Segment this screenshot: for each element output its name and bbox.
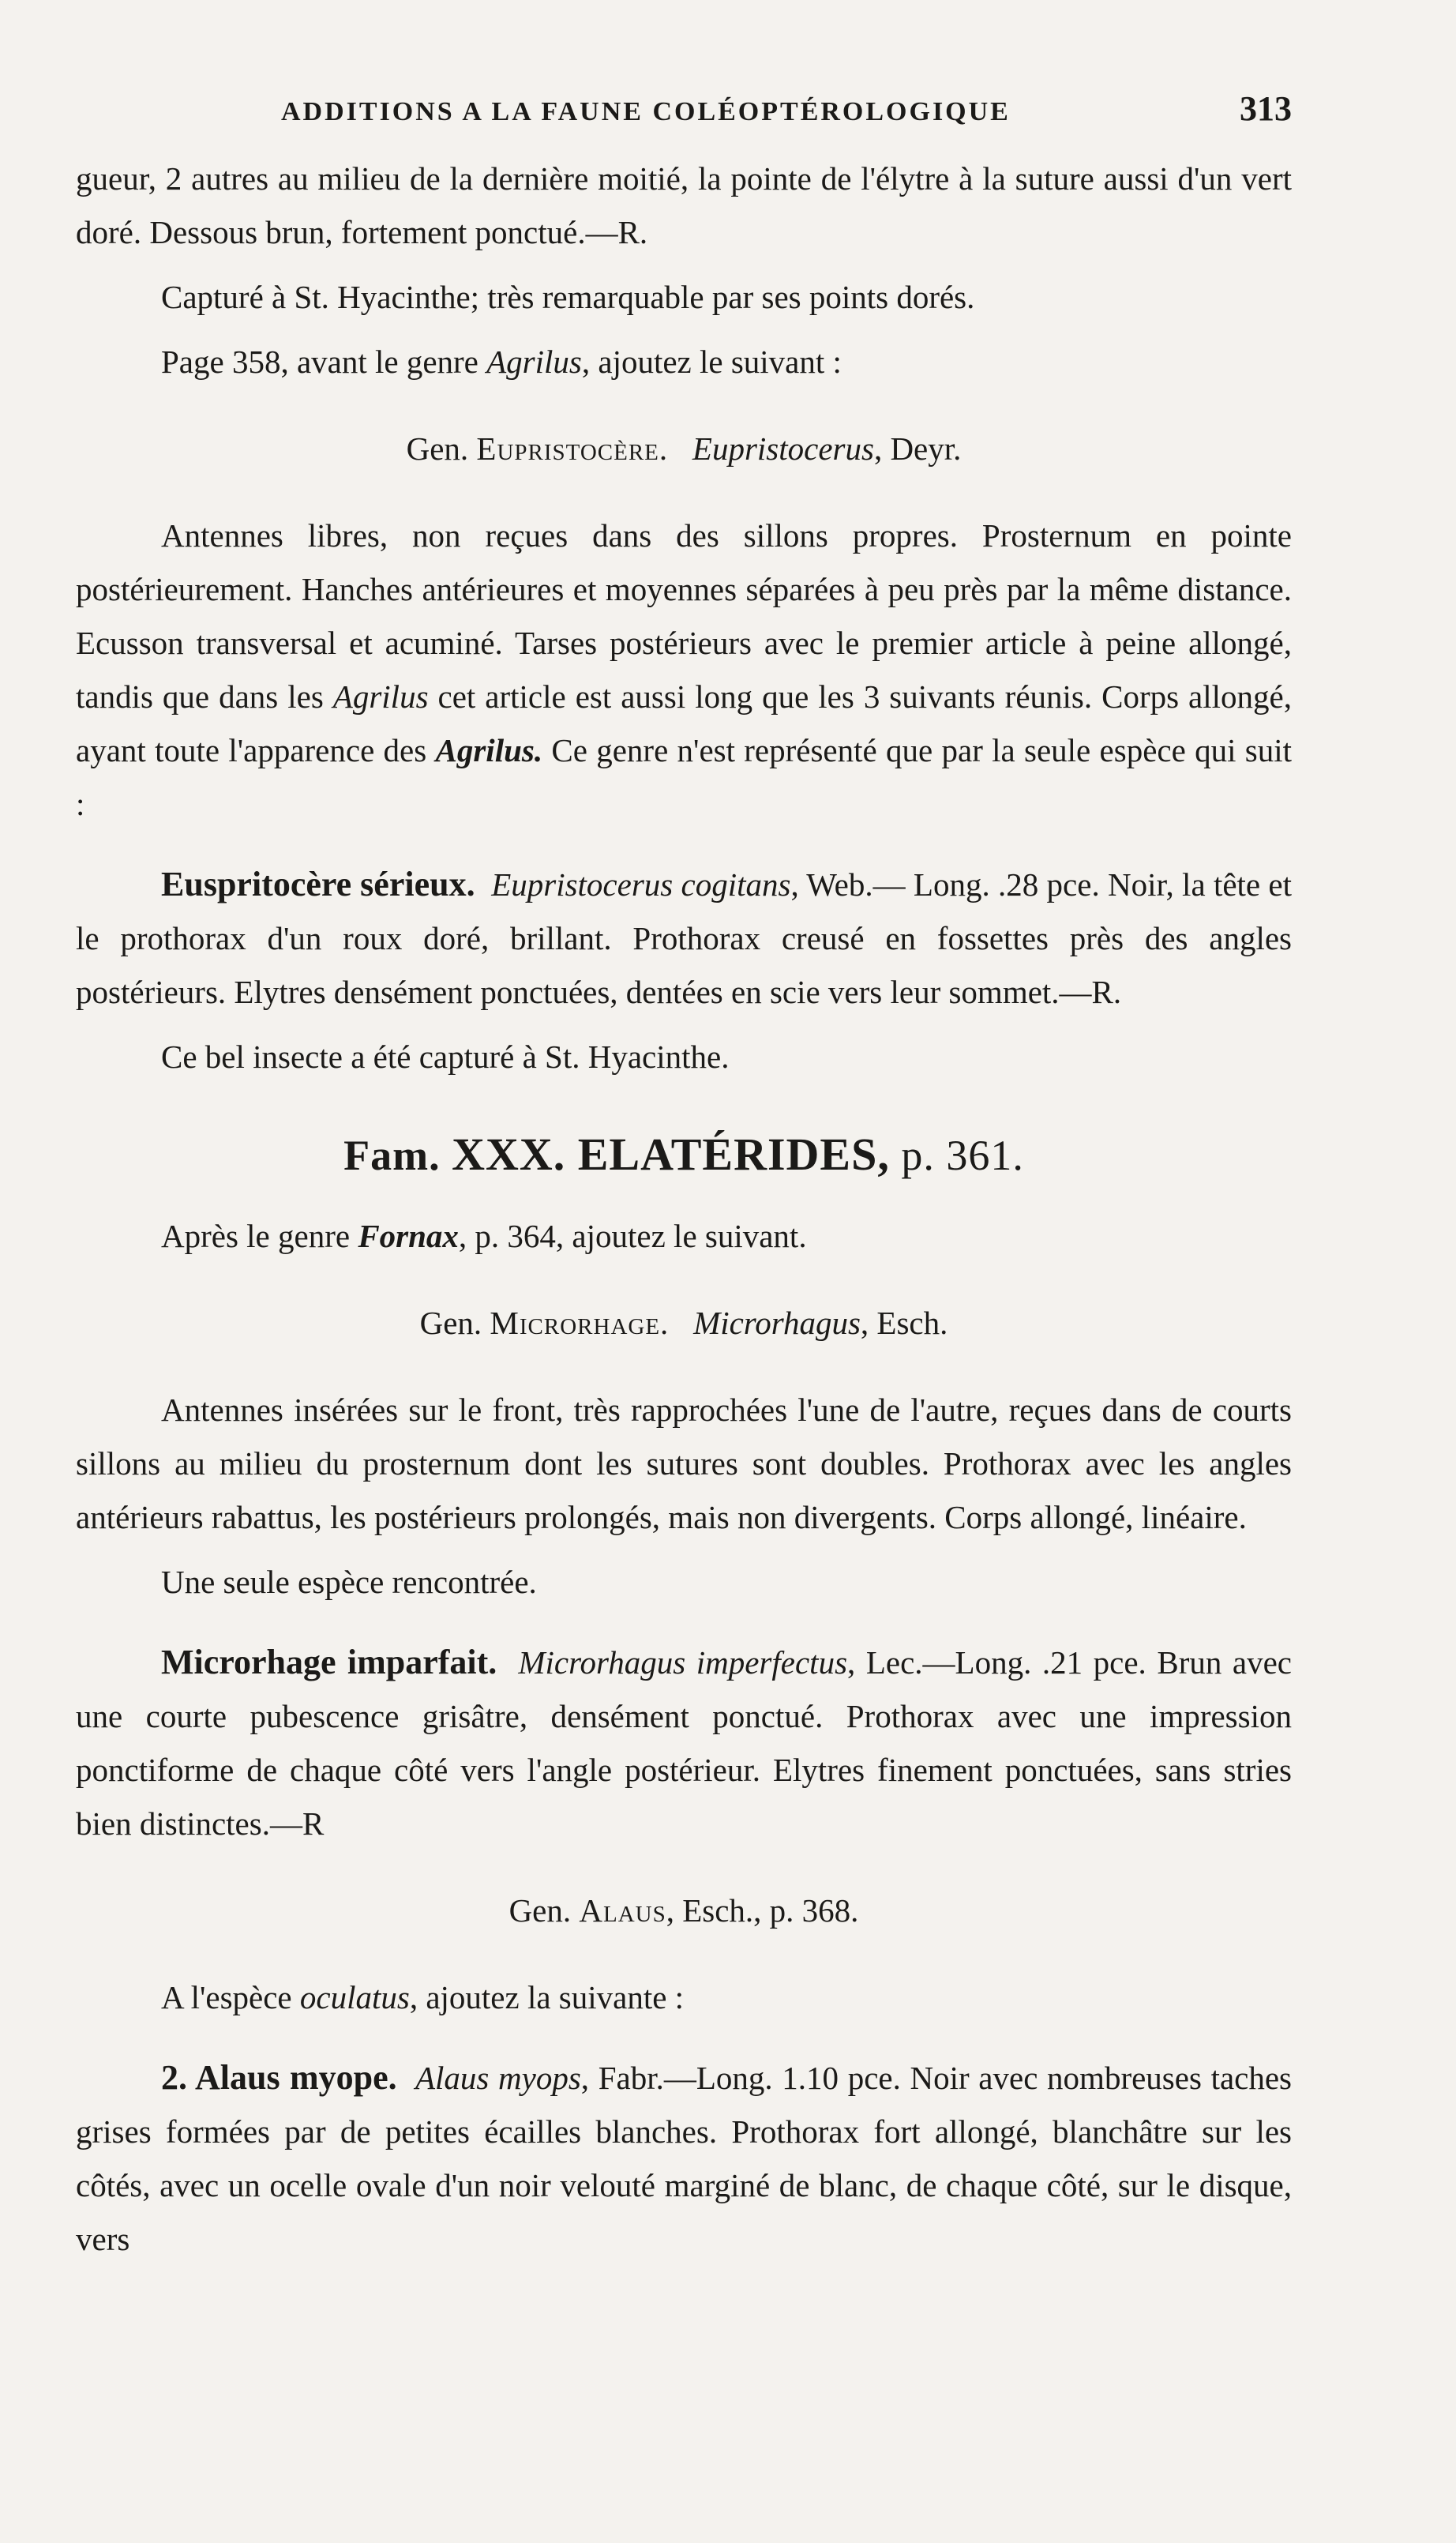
paragraph-capture-note: Capturé à St. Hyacinthe; très remarquable par ses points dorés.: [161, 279, 975, 315]
text-run: , ajoutez la suivante :: [409, 1979, 685, 2015]
family-heading: [76, 1128, 1292, 1181]
species-entry-euspritocere: [76, 858, 1292, 1019]
species-latin-name: Alaus myops: [415, 2060, 581, 2096]
italic-genus: Agrilus: [486, 344, 582, 380]
species-entry-microrhage: [76, 1636, 1292, 1850]
species-latin-name: Eupristocerus cogitans: [491, 866, 791, 903]
genus-french-name: Microrhage.: [490, 1305, 670, 1341]
species-french-name: Microrhage imparfait.: [161, 1643, 497, 1681]
italic-species: oculatus: [299, 1979, 410, 2015]
document-page: [76, 88, 1292, 2266]
italic-genus: Agrilus: [332, 678, 429, 715]
text-run: , Esch., p. 368.: [666, 1892, 859, 1929]
genus-name: Alaus: [579, 1892, 666, 1929]
page-number: 313: [1240, 89, 1292, 128]
paragraph-note: Une seule espèce rencontrée.: [161, 1564, 537, 1600]
genus-latin-name: Microrhagus: [693, 1305, 861, 1341]
species-entry-alaus-myope: [76, 2051, 1292, 2266]
text-run: , Lec.—Long. .21 pce. Brun avec une courte pubescence grisâtre, densément ponctué. Prothorax avec une impression ponctiforme de chaque côté vers l'angle postérieur. Elytres finement ponctuées, sans stries bien distinctes.—R: [76, 1644, 1292, 1842]
text-run: Gen.: [406, 430, 477, 467]
text-run: , Esch.: [860, 1305, 948, 1341]
text-run: Après le genre: [161, 1218, 358, 1254]
text-run: , Web.— Long. .28 pce. Noir, la tête et le prothorax d'un roux doré, brillant. Prothorax creusé en fossettes près des angles postérieurs. Elytres densément ponctuées, dentées en scie vers leur sommet.—R.: [76, 866, 1293, 1010]
family-name: XXX. ELATÉRIDES,: [452, 1129, 890, 1180]
text-run: Antennes libres, non reçues dans des sillons propres. Prosternum en pointe postérieurement. Hanches antérieures et moyennes séparées à peu près par la même distance. Ecusson transversal et acuminé. Tarses postérieurs avec le premier article à peine allongé, tandis que dans les: [76, 517, 1292, 715]
paragraph-insert-instruction: [76, 1209, 1292, 1263]
paragraph-insert-instruction: [76, 335, 1292, 389]
paragraph-continuation: gueur, 2 autres au milieu de la dernière moitié, la pointe de l'élytre à la suture aussi d'un vert doré. Dessous brun, fortement ponctué.—R.: [76, 160, 1292, 250]
text-run: Fam.: [343, 1132, 452, 1179]
paragraph-capture-note: Ce bel insecte a été capturé à St. Hyacinthe.: [161, 1039, 730, 1075]
text-run: , p. 364, ajoutez le suivant.: [458, 1218, 807, 1254]
genus-heading-eupristocere: [76, 422, 1292, 475]
paragraph-genus-description: Antennes insérées sur le front, très rapprochées l'une de l'autre, reçues dans de courts sillons au milieu du prosternum dont les sutures sont doubles. Prothorax avec les angles antérieurs rabattus, les postérieurs prolongés, mais non divergents. Corps allongé, linéaire.: [76, 1392, 1292, 1535]
running-title: ADDITIONS A LA FAUNE COLÉOPTÉROLOGIQUE: [281, 97, 1011, 126]
genus-french-name: Eupristocère.: [476, 430, 669, 467]
text-run: Gen.: [508, 1892, 580, 1929]
species-french-name: 2. Alaus myope.: [161, 2058, 397, 2097]
text-run: , Fabr.—Long. 1.10 pce. Noir avec nombreuses taches grises formées par de petites écailles blanches. Prothorax fort allongé, blanchâtre sur les côtés, avec un ocelle ovale d'un noir velouté marginé de blanc, de chaque côté, sur le disque, vers: [76, 2060, 1293, 2257]
paragraph-genus-description: [76, 509, 1292, 831]
genus-latin-name: Eupristocerus: [692, 430, 874, 467]
text-run: , Deyr.: [873, 430, 962, 467]
genus-heading-microrhage: [76, 1296, 1292, 1350]
text-run: Page 358, avant le genre: [161, 344, 487, 380]
species-latin-name: Microrhagus imperfectus: [518, 1644, 848, 1681]
text-run: Ce genre n'est représenté que par la seule espèce qui suit :: [76, 732, 1292, 822]
paragraph-insert-instruction: [76, 1970, 1292, 2024]
italic-genus: Agrilus.: [435, 732, 543, 768]
text-run: , ajoutez le suivant :: [581, 344, 842, 380]
text-run: A l'espèce: [161, 1979, 300, 2015]
family-page-ref: p. 361.: [889, 1132, 1024, 1179]
genus-heading-alaus: [76, 1884, 1292, 1937]
running-header: [281, 88, 1292, 152]
text-run: Gen.: [419, 1305, 490, 1341]
text-run: cet article est aussi long que les 3 suivants réunis. Corps allongé, ayant toute l'apparence des: [76, 678, 1292, 768]
species-french-name: Euspritocère sérieux.: [161, 865, 475, 903]
italic-genus: Fornax: [358, 1218, 459, 1254]
